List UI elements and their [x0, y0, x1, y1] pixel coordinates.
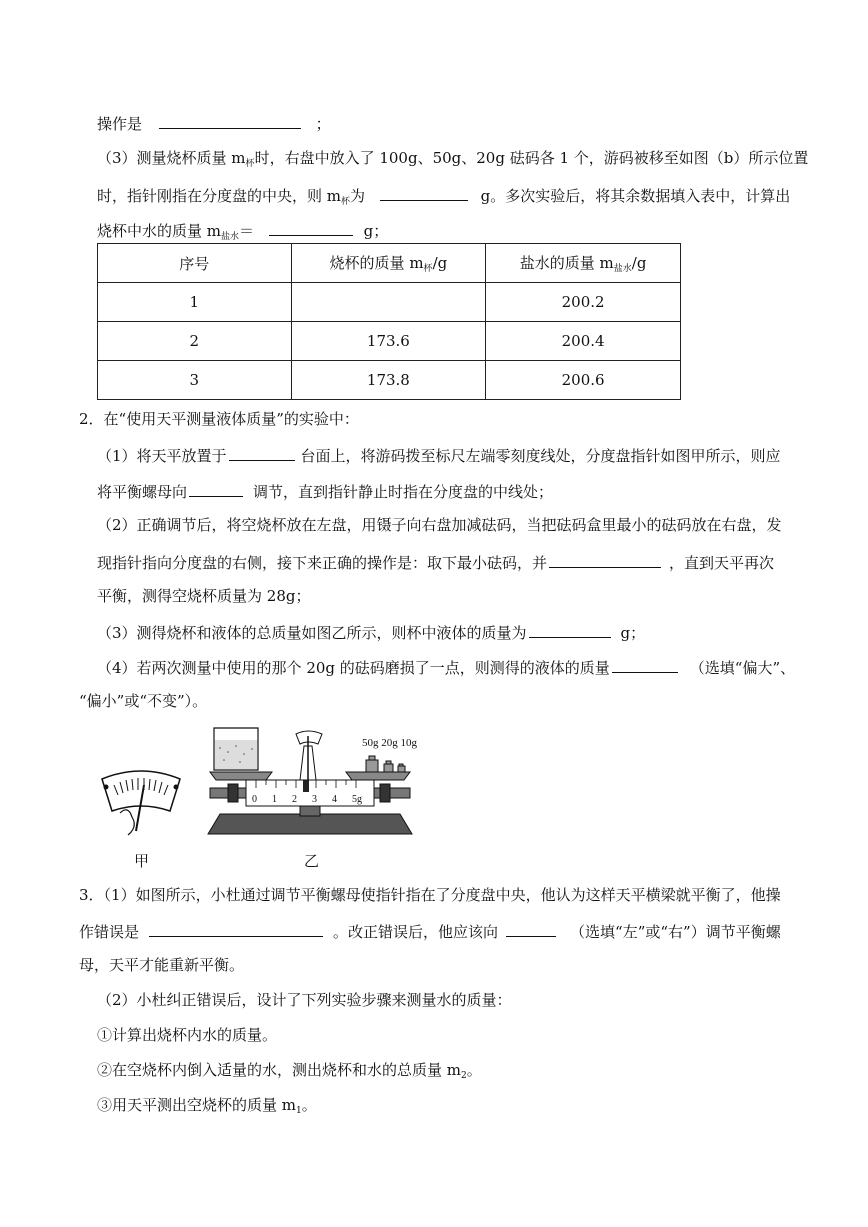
- table-header-beaker-mass: 烧杯的质量 $m_杯/g$: [291, 244, 486, 283]
- table-cell: 173.8: [291, 361, 486, 400]
- balance-dial: [296, 731, 322, 744]
- q2-p3-line: [97, 621, 645, 643]
- q3-mistake-blank[interactable]: [149, 920, 323, 937]
- q1-operation-line: [97, 112, 331, 134]
- table-row: [98, 283, 681, 322]
- q3-p2-stem: （2）小杜纠正错误后，设计了下列实验步骤来测量水的质量：: [97, 991, 512, 1009]
- table-cell: 200.6: [486, 361, 681, 400]
- q2-p4-line2: “偏小”或“不变”）。: [79, 692, 208, 710]
- q1-p3-line2-text-c: g。多次实验后，将其余数据填入表中，计算出: [480, 187, 791, 205]
- q3-step2-subscript: 2: [461, 1071, 467, 1081]
- q2-surface-blank[interactable]: [229, 444, 295, 461]
- weight-50g: [366, 760, 378, 772]
- table-row: [98, 322, 681, 361]
- table-cell: 173.6: [291, 322, 486, 361]
- q2-error-blank[interactable]: [612, 656, 678, 673]
- q1-p3-line2-subscript: 杯: [341, 197, 351, 207]
- q1-p3-line3-text: 烧杯中水的质量 m: [97, 222, 221, 240]
- table-header-saltwater-mass: 盐水的质量 $m_{盐水}/g$: [486, 244, 681, 283]
- q1-p3-line3-unit: g；: [363, 222, 389, 240]
- q2-stem: 2．在“使用天平测量液体质量”的实验中：: [79, 410, 359, 428]
- q2-p1-line2: [97, 480, 553, 502]
- q2-liquid-mass-blank[interactable]: [529, 621, 611, 638]
- q2-p1-line1: [97, 444, 781, 466]
- q1-p3-line2-text: 时，指针刚指在分度盘的中央，则 m: [97, 187, 341, 205]
- beaker-liquid: [215, 740, 257, 769]
- scale-tick-label: 1: [272, 794, 277, 805]
- q2-p1-text-b: 台面上，将游码拨至标尺左端零刻度线处，分度盘指针如图甲所示，则应: [300, 447, 781, 465]
- q2-p3-text: （3）测得烧杯和液体的总质量如图乙所示，则杯中液体的质量为: [97, 624, 527, 642]
- q1-p3-line1-text-b: 时，右盘中放入了 100g、50g、20g 砝码各 1 个，游码被移至如图（b）所示位置: [254, 149, 809, 167]
- q3-p1-line1: 3．（1）如图所示，小杜通过调节平衡螺母使指针指在了分度盘中央，他认为这样天平横梁就平衡了，他操: [79, 886, 781, 904]
- table-cell: 200.2: [486, 283, 681, 322]
- right-balance-nut: [380, 784, 390, 802]
- q2-p2-line3: 平衡，测得空烧杯质量为 28g；: [97, 587, 311, 605]
- q2-operation-blank[interactable]: [549, 551, 661, 568]
- q3-step2-period: 。: [466, 1061, 482, 1079]
- q1-p3-line1-subscript: 杯: [245, 159, 255, 169]
- q2-p4-text-b: （选填“偏大”、: [689, 659, 796, 677]
- left-pan: [210, 772, 272, 780]
- scale-tick-label: 5g: [352, 794, 362, 805]
- scale-tick-label: 3: [312, 794, 317, 805]
- q1-operation-suffix: ；: [315, 115, 331, 133]
- q3-step3-subscript: 1: [296, 1106, 302, 1116]
- q2-p4-line1: [97, 656, 795, 678]
- caption-yi: 乙: [304, 852, 320, 870]
- q3-step3-text: ③用天平测出空烧杯的质量 m: [97, 1096, 296, 1114]
- balance-figure: [200, 722, 420, 842]
- q2-nut-direction-blank[interactable]: [189, 480, 243, 497]
- q1-operation-prefix: 操作是: [97, 115, 143, 133]
- q1-p3-line3-subscript: 盐水: [221, 232, 240, 242]
- q2-p1-text: （1）将天平放置于: [97, 447, 227, 465]
- q2-p3-unit: g；: [620, 624, 646, 642]
- q3-step3: [97, 1095, 317, 1121]
- scale-tick-label: 2: [292, 794, 297, 805]
- balance-base: [208, 814, 412, 834]
- weight-10g: [398, 766, 405, 772]
- q3-step1: ①计算出烧杯内水的质量。: [97, 1026, 278, 1044]
- table-cell: 2: [98, 322, 292, 361]
- table-header-row: [98, 244, 681, 283]
- q3-step3-period: 。: [301, 1096, 317, 1114]
- dial-figure: [98, 765, 184, 837]
- q1-beaker-mass-blank[interactable]: [380, 184, 468, 201]
- table-header-index: 序号: [98, 244, 292, 283]
- q1-operation-blank[interactable]: [159, 112, 301, 129]
- q3-step2-text: ②在空烧杯内倒入适量的水，测出烧杯和水的总质量 m: [97, 1061, 461, 1079]
- caption-jia: 甲: [134, 852, 150, 870]
- table-cell: [291, 283, 486, 322]
- q3-p1-line2-text: 作错误是: [79, 923, 140, 941]
- scale-tick-label: 4: [332, 794, 337, 805]
- table-cell: 3: [98, 361, 292, 400]
- right-pan: [346, 772, 410, 780]
- q1-p3-line1-text: （3）测量烧杯质量 m: [97, 149, 246, 167]
- left-balance-nut: [228, 784, 238, 802]
- q3-p1-line2-text-c: （选填“左”或“右”）调节平衡螺: [570, 923, 781, 941]
- q1-p3-line3-equals: ＝: [239, 222, 255, 240]
- weight-20g: [384, 764, 393, 772]
- data-table: [97, 243, 681, 400]
- q3-p1-line2-text-b: 。改正错误后，他应该向: [333, 923, 499, 941]
- weights-label: 50g 20g 10g: [362, 737, 417, 749]
- table-cell: 200.4: [486, 322, 681, 361]
- q3-step2: [97, 1060, 482, 1086]
- q1-p3-line1: [97, 148, 808, 174]
- q3-p1-line2: [79, 920, 781, 942]
- q1-p3-line2-text-b: 为: [350, 187, 366, 205]
- q3-direction-blank[interactable]: [506, 920, 556, 937]
- q1-p3-line2: [97, 184, 790, 212]
- table-cell: 1: [98, 283, 292, 322]
- q2-p2-line2-text-b: ，直到天平再次: [669, 554, 775, 572]
- table-row: [98, 361, 681, 400]
- q2-p2-line1: （2）正确调节后，将空烧杯放在左盘，用镊子向右盘加减砝码，当把砝码盒里最小的砝码放在右盘，发: [97, 516, 782, 534]
- q2-p1-line2-text: 将平衡螺母向: [97, 483, 188, 501]
- q2-p2-line2-text: 现指针指向分度盘的右侧，接下来正确的操作是：取下最小砝码，并: [97, 554, 548, 572]
- q2-p1-line2-text-b: 调节，直到指针静止时指在分度盘的中线处；: [253, 483, 554, 501]
- q2-p2-line2: [97, 551, 774, 573]
- q1-water-mass-blank[interactable]: [269, 219, 353, 236]
- q2-p4-text: （4）若两次测量中使用的那个 20g 的砝码磨损了一点，则测得的液体的质量: [97, 659, 610, 677]
- q3-p1-line3: 母，天平才能重新平衡。: [79, 956, 245, 974]
- scale-tick-label: 0: [252, 794, 257, 805]
